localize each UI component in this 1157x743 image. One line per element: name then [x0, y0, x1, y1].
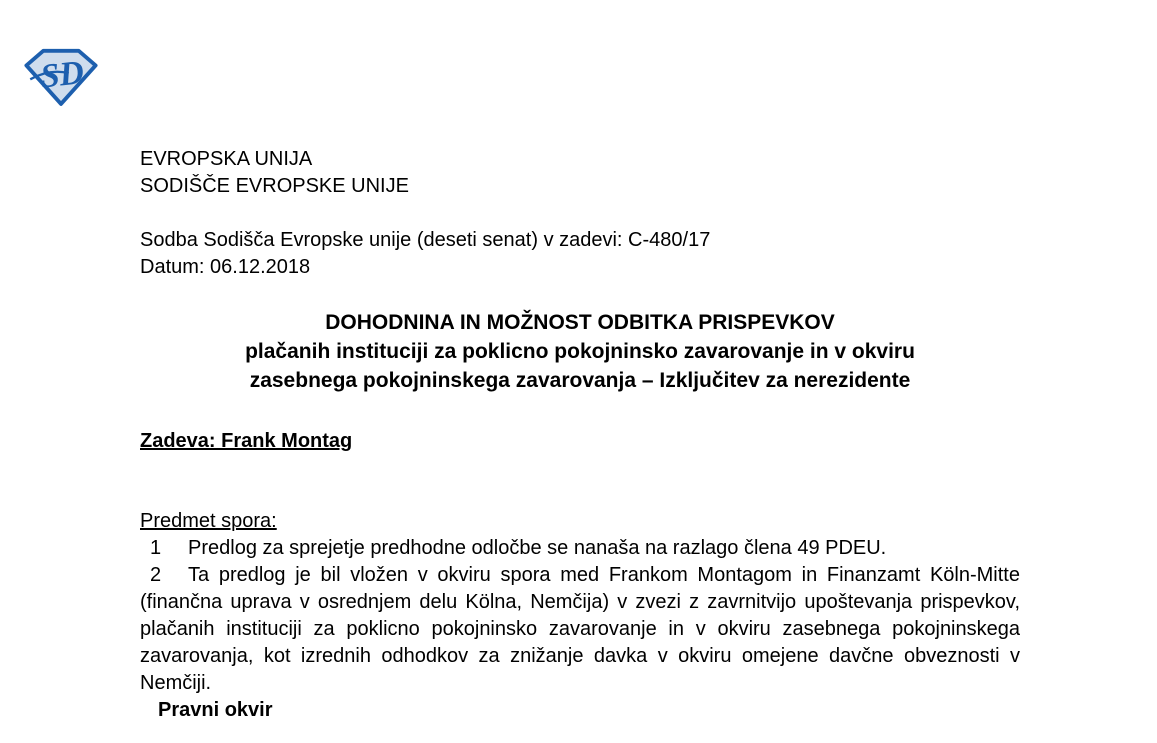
paragraph-number: 2 — [150, 564, 162, 586]
org-name-line-1: EVROPSKA UNIJA — [140, 148, 313, 170]
document-title — [140, 308, 1020, 395]
paragraph-text: Predlog za sprejetje predhodne odločbe se nanaša na razlago člena 49 PDEU. — [188, 537, 887, 559]
case-reference-line: Sodba Sodišča Evropske unije (deseti senat) v zadevi: C-480/17 — [140, 229, 711, 251]
legal-framework-heading: Pravni okvir — [158, 699, 273, 721]
title-line-3: zasebnega pokojninskega zavarovanja – Izključitev za nerezidente — [249, 369, 911, 392]
paragraph-number: 1 — [150, 537, 162, 559]
dispute-subject-heading: Predmet spora: — [140, 510, 277, 532]
blank-line — [140, 200, 1020, 227]
title-line-2: plačanih instituciji za poklicno pokojninsko zavarovanje in v okviru — [245, 340, 915, 363]
document-body — [140, 146, 1020, 724]
title-line-1: DOHODNINA IN MOŽNOST ODBITKA PRISPEVKOV — [325, 311, 835, 334]
logo-letters: SD — [38, 54, 86, 96]
paragraph-2 — [140, 562, 1020, 697]
paragraph-1 — [140, 535, 1020, 562]
paragraph-text: Ta predlog je bil vložen v okviru spora med Frankom Montagom in Finanzamt Köln-Mitte (finančna uprava v osrednjem delu Kölna, Nemčija) v zvezi z zavrnitvijo upoštevanja prispevkov, plačanih instituciji za poklicno pokojninsko zavarovanje in v okviru zasebnega pokojninskega zavarovanja, kot izrednih odhodkov za znižanje davka v okviru omejene davčne obveznosti v Nemčiji. — [140, 564, 1020, 694]
sd-shield-logo — [22, 47, 100, 107]
case-subject-heading: Zadeva: Frank Montag — [140, 430, 353, 452]
date-line: Datum: 06.12.2018 — [140, 256, 311, 278]
org-name-line-2: SODIŠČE EVROPSKE UNIJE — [140, 175, 409, 197]
